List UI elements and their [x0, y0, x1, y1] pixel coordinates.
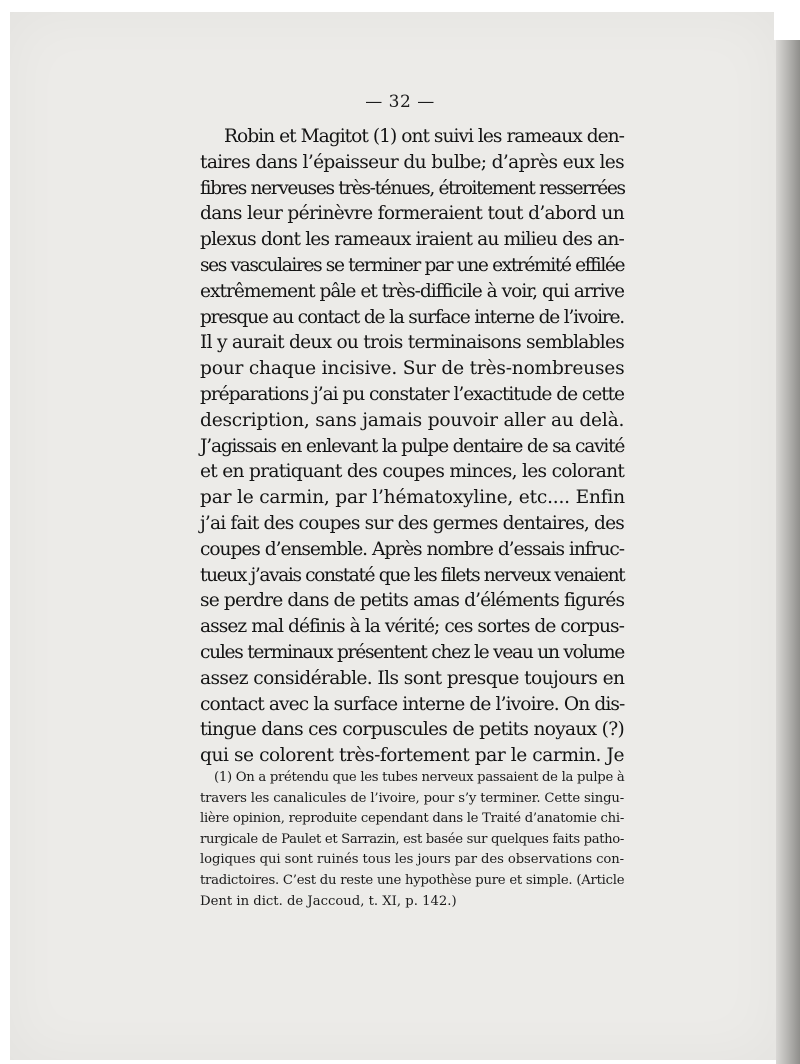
body-line: extrêmement pâle et très-difficile à voir, qui arrive [200, 280, 625, 302]
body-line: tingue dans ces corpuscules de petits noyaux (?) [200, 719, 624, 741]
body-line: fibres nerveuses très-ténues, étroitement resserrées [200, 177, 625, 199]
footnote-line: tradictoires. C’est du reste une hypothèse pure et simple. (Article [200, 872, 625, 888]
footnote-line: travers les canalicules de l’ivoire, pour s’y terminer. Cette singu- [200, 790, 625, 806]
body-line: assez considérable. Ils sont presque toujours en [200, 667, 625, 689]
body-line: se perdre dans de petits amas d’éléments figurés [200, 590, 625, 612]
footnote-line: logiques qui sont ruinés tous les jours par des observations con- [200, 852, 625, 868]
footnote [200, 768, 624, 912]
body-line: préparations j’ai pu constater l’exactitude de cette [200, 383, 624, 405]
body-line: Robin et Magitot (1) ont suivi les rameaux den- [224, 126, 624, 147]
body-line: tueux j’avais constaté que les filets nerveux venaient [200, 564, 625, 586]
page-number: — 32 — [365, 92, 435, 112]
body-text [200, 124, 624, 769]
body-line: description, sans jamais pouvoir aller au delà. [200, 409, 625, 431]
body-line: par le carmin, par l’hématoxyline, etc.... Enfin [200, 487, 625, 509]
body-line: presque au contact de la surface interne de l’ivoire. [200, 306, 624, 328]
body-line: pour chaque incisive. Sur de très-nombreuses [200, 358, 625, 380]
body-line: contact avec la surface interne de l’ivoire. On dis- [200, 693, 625, 715]
body-line: ses vasculaires se terminer par une extrémité effilée [200, 254, 625, 276]
body-line: qui se colorent très-fortement par le carmin. Je [200, 745, 624, 767]
body-line: et en pratiquant des coupes minces, les colorant [200, 461, 625, 483]
body-line: Il y aurait deux ou trois terminaisons semblables [200, 332, 624, 354]
body-line: j’ai fait des coupes sur des germes dentaires, des [200, 512, 624, 534]
page-corner [774, 0, 800, 40]
body-line: coupes d’ensemble. Après nombre d’essais infruc- [200, 538, 624, 560]
body-line: taires dans l’épaisseur du bulbe; d’après eux les [200, 151, 624, 173]
body-line: cules terminaux présentent chez le veau un volume [200, 641, 624, 663]
body-line: dans leur périnèvre formeraient tout d’abord un [200, 203, 624, 225]
footnote-line: (1) On a prétendu que les tubes nerveux passaient de la pulpe à [214, 770, 625, 785]
footnote-line: lière opinion, reproduite cependant dans le Traité d’anatomie chi- [200, 811, 624, 827]
body-line: plexus dont les rameaux iraient au milieu des an- [200, 229, 624, 251]
body-line: assez mal définis à la vérité; ces sortes de corpus- [200, 616, 624, 638]
page-edge-shadow [776, 0, 800, 1064]
footnote-line: Dent in dict. de Jaccoud, t. XI, p. 142.) [200, 893, 457, 909]
body-line: J’agissais en enlevant la pulpe dentaire de sa cavité [200, 435, 625, 457]
footnote-line: rurgicale de Paulet et Sarrazin, est basée sur quelques faits patho- [200, 831, 624, 847]
